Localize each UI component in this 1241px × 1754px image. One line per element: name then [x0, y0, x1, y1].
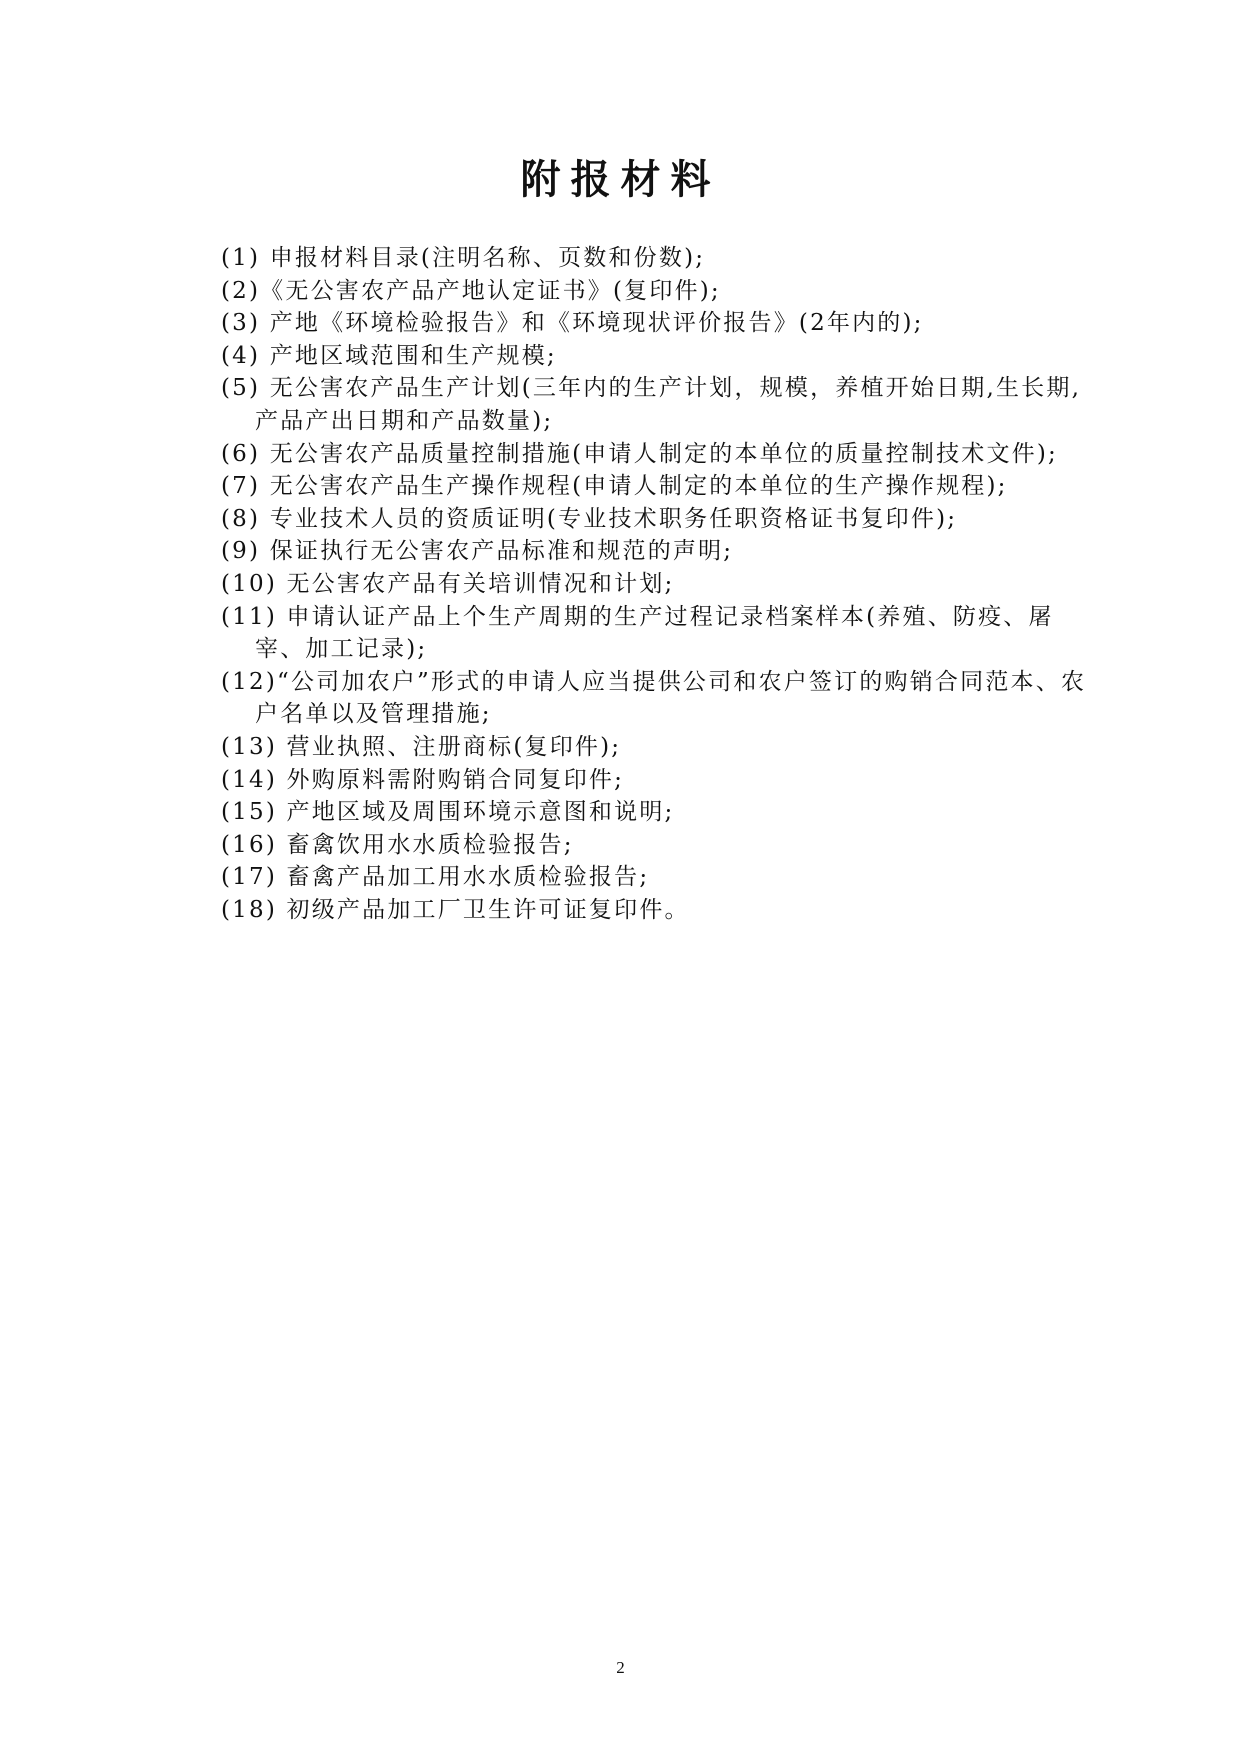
list-item: (9) 保证执行无公害农产品标准和规范的声明; — [221, 538, 734, 565]
list-item: (17) 畜禽产品加工用水水质检验报告; — [221, 864, 650, 891]
list-item: (4) 产地区域范围和生产规模; — [221, 342, 557, 369]
page-number: 2 — [616, 1658, 625, 1677]
list-item: (5) 无公害农产品生产计划(三年内的生产计划，规模，养植开始日期,生长期,产品产出日期和产品数量); — [221, 375, 1082, 434]
list-item: (14) 外购原料需附购销合同复印件; — [221, 766, 625, 793]
list-item: (2)《无公害农产品产地认定证书》(复印件); — [221, 277, 721, 304]
list-item: (8) 专业技术人员的资质证明(专业技术职务任职资格证书复印件); — [221, 505, 958, 532]
list-item: (18) 初级产品加工厂卫生许可证复印件。 — [221, 896, 690, 923]
list-item: (13) 营业执照、注册商标(复印件); — [221, 733, 622, 760]
list-item: (7) 无公害农产品生产操作规程(申请人制定的本单位的生产操作规程); — [221, 473, 1008, 500]
list-item: (16) 畜禽饮用水水质检验报告; — [221, 831, 574, 858]
list-item: (11) 申请认证产品上个生产周期的生产过程记录档案样本(养殖、防疫、屠宰、加工记录); — [221, 603, 1054, 663]
list-item: (12)“公司加农户”形式的申请人应当提供公司和农户签订的购销合同范本、农户名单以及管理措施; — [221, 668, 1087, 728]
list-item: (6) 无公害农产品质量控制措施(申请人制定的本单位的质量控制技术文件); — [221, 440, 1058, 467]
attachment-list — [221, 242, 1101, 926]
list-item: (3) 产地《环境检验报告》和《环境现状评价报告》(2年内的); — [221, 310, 924, 337]
list-item: (10) 无公害农产品有关培训情况和计划; — [221, 570, 675, 597]
page-title: 附报材料 — [520, 157, 721, 203]
list-item: (1) 申报材料目录(注明名称、页数和份数); — [221, 245, 706, 271]
list-item: (15) 产地区域及周围环境示意图和说明; — [221, 799, 675, 826]
